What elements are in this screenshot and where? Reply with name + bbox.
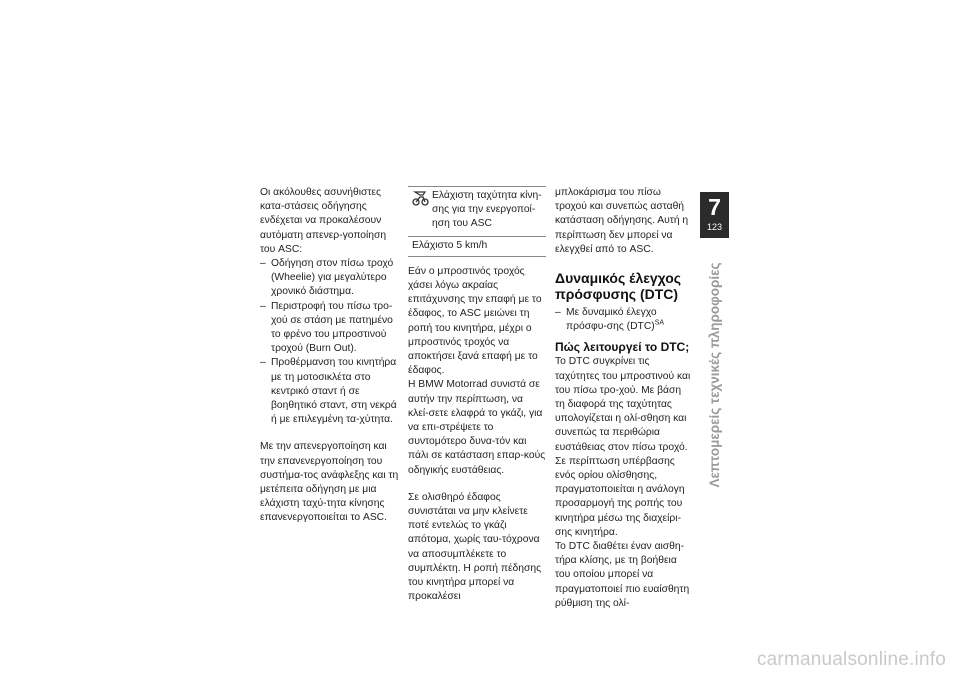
chapter-side-title: Λεπτομερείς τεχνικές πληροφορίες <box>707 262 722 488</box>
reactivation-paragraph: Με την απενεργοποίηση και την επανενεργοποίηση του συστήμα-τος ανάφλεξης και τη μετέπειτα οδήγηση με μια ελάχιστη ταχύ-τητα κίνησης επανενεργοποιείται το ASC. <box>260 441 399 524</box>
bullet-dash: – <box>260 300 266 312</box>
intro-paragraph: Οι ακόλουθες ασυνήθιστες κατα-στάσεις οδήγησης ενδέχεται να προκαλέσουν αυτόματη απενερ-γοποίηση του ASC: <box>260 187 387 255</box>
column-2 <box>408 186 546 604</box>
column-1 <box>260 186 400 526</box>
recommendation-paragraph: Η BMW Motorrad συνιστά σε αυτήν την περίπτωση, να κλεί-σετε ελαφρά το γκάζι, για να επι-στρέψετε το συντομότερο δυνα-τόν και πάλι σε κατάσταση επαρ-κούς οδηγικής ευστάθειας. <box>408 379 546 476</box>
lean-sensor-paragraph: Το DTC διαθέτει έναν αισθη-τήρα κλίσης, με τη βοήθεια του οποίου μπορεί να πραγματοποιεί πιο ευαίσθητη ρύθμιση της ολί- <box>555 541 690 609</box>
spec-table <box>408 186 546 257</box>
bullet-dash: – <box>555 307 561 319</box>
bullet-dash: – <box>260 258 266 270</box>
bullet-text-burnout: Περιστροφή του πίσω τρο-χού σε στάση με πατημένο το φρένο του μπροστινού τροχού (Burn Out). <box>271 300 393 355</box>
list-item <box>260 257 400 300</box>
chapter-tab <box>700 192 729 238</box>
spec-label: Ελάχιστη ταχύτητα κίνη-σης για την ενεργοποί-ηση του ASC <box>432 190 542 230</box>
chapter-number: 7 <box>708 194 721 220</box>
continued-paragraph: μπλοκάρισμα του πίσω τροχού και συνεπώς ασταθή κατάσταση οδήγησης. Αυτή η περίπτωση δεν μπορεί να ελεγχθεί από το ASC. <box>555 187 689 255</box>
motorcycle-speed-icon <box>412 189 432 232</box>
list-item <box>555 306 693 334</box>
front-wheel-paragraph: Εάν ο μπροστινός τροχός χάσει λόγω ακραίας επιτάχυνσης την επαφή με το έδαφος, το ASC μειώνει τη ροπή του κινητήρα, μέχρι ο μπροστινός τροχός να αποκτήσει ξανά επαφή με το έδαφος. <box>408 265 542 377</box>
bullet-dash: – <box>260 357 266 369</box>
spec-value: Ελάχιστο 5 km/h <box>412 239 488 251</box>
spec-row-label <box>408 187 546 237</box>
bullet-text-wheelie: Οδήγηση στον πίσω τροχό (Wheelie) για μεγαλύτερο χρονικό διάστημα. <box>271 258 394 298</box>
subheading-how-dtc-works: Πώς λειτουργεί το DTC; <box>555 340 690 355</box>
sa-superscript: SA <box>654 319 665 327</box>
column-3 <box>555 186 693 611</box>
list-item <box>260 300 400 357</box>
section-heading-dtc: Δυναμικός έλεγχος πρόσφυσης (DTC) <box>555 270 682 303</box>
dtc-function-paragraph: Το DTC συγκρίνει τις ταχύτητες του μπροστινού και του πίσω τρο-χού. Με βάση τη διαφορά της ταχύτητας υπολογίζεται η ολί-σθηση και συνεπώς τα περιθώρια ευστάθειας στον πίσω τροχό. Σε περίπτωση υπέρβασης ενός ορίου ολίσθησης, πραγματοποιείται η ανάλογη προσαρμογή της ροπής του κινητήρα μέσω της διαχείρι-σης κινητήρα. <box>555 356 691 538</box>
slippery-surface-paragraph: Σε ολισθηρό έδαφος συνιστάται να μην κλείνετε ποτέ εντελώς το γκάζι απότομα, χωρίς ταυ-τόχρονα να αποσυμπλέκετε το συμπλέκτη. Η ροπή πέδησης του κινητήρα μπορεί να προκαλέσει <box>408 491 542 603</box>
bullet-text-dtc: Με δυναμικό έλεγχο πρόσφυ-σης (DTC) <box>566 307 657 333</box>
list-item <box>260 356 400 427</box>
bullet-text-warmup: Προθέρμανση του κινητήρα με τη μοτοσικλέτα στο κεντρικό σταντ ή σε βοηθητικό σταντ, στη νεκρά ή με επιλεγμένη τα-χύτητα. <box>271 357 397 426</box>
page-number: 123 <box>706 222 723 232</box>
watermark: carmanualsonline.info <box>756 649 946 670</box>
